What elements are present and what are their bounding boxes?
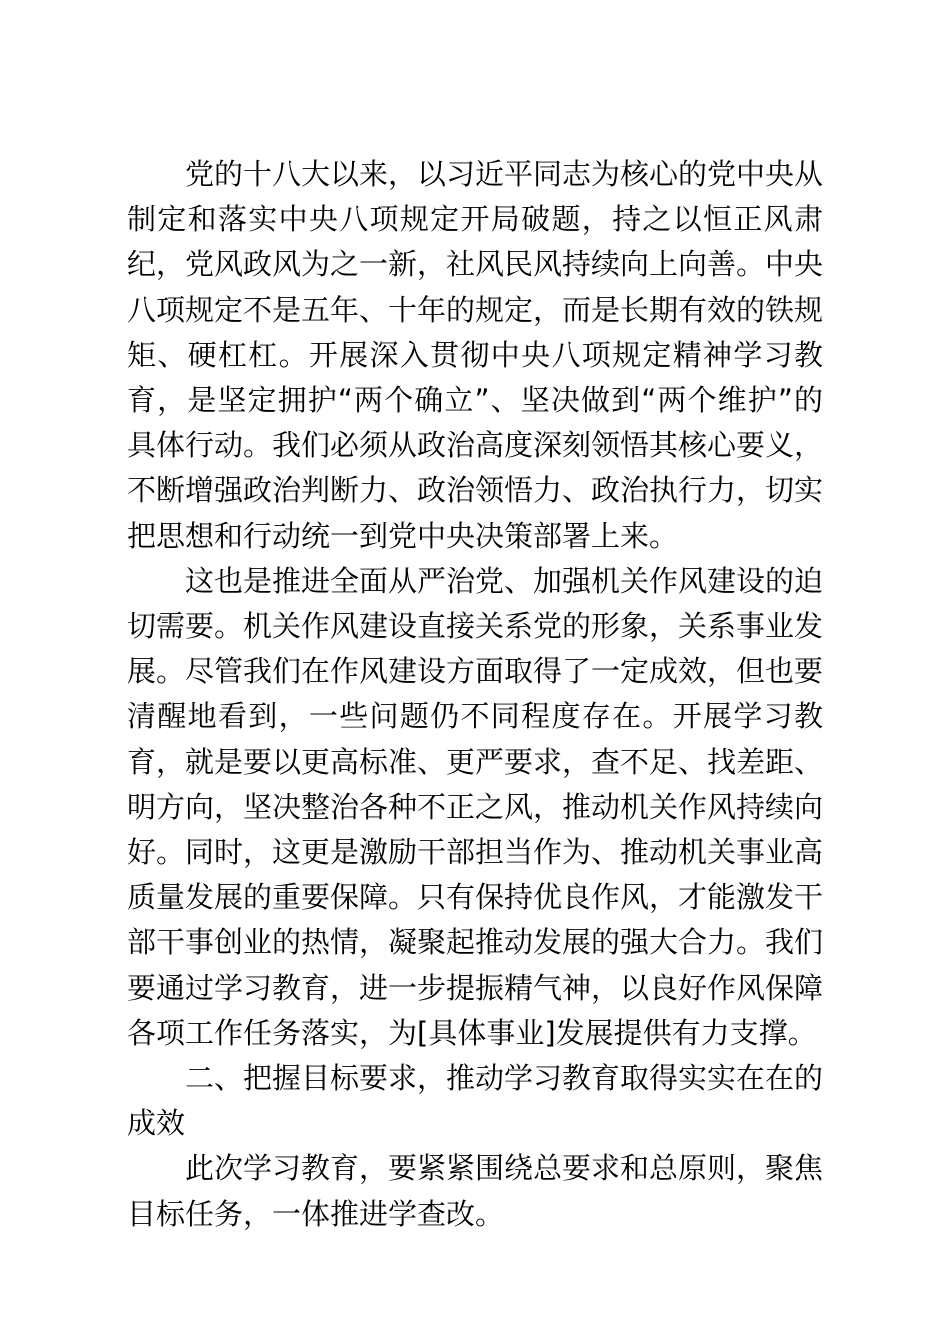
section-heading: 二、把握目标要求，推动学习教育取得实实在在的成效 bbox=[127, 1061, 824, 1141]
document-body bbox=[127, 152, 823, 1237]
paragraph-3: 此次学习教育，要紧紧围绕总要求和总原则，聚焦目标任务，一体推进学查改。 bbox=[127, 1151, 824, 1231]
paragraph-2: 这也是推进全面从严治党、加强机关作风建设的迫切需要。机关作风建设直接关系党的形象，关系事业发展。尽管我们在作风建设方面取得了一定成效，但也要清醒地看到，一些问题仍不同程度存在。开展学习教育，就是要以更高标准、更严要求，查不足、找差距、明方向，坚决整治各种不正之风，推动机关作风持续向好。同时，这更是激励干部担当作为、推动机关事业高质量发展的重要保障。只有保持优良作风，才能激发干部干事创业的热情，凝聚起推动发展的强大合力。我们要通过学习教育，进一步提振精气神，以良好作风保障各项工作任务落实，为[具体事业]发展提供有力支撑。 bbox=[127, 563, 824, 1050]
paragraph-1: 党的十八大以来，以习近平同志为核心的党中央从制定和落实中央八项规定开局破题，持之以恒正风肃纪，党风政风为之一新，社风民风持续向上向善。中央八项规定不是五年、十年的规定，而是长期有效的铁规矩、硬杠杠。开展深入贯彻中央八项规定精神学习教育，是坚定拥护“两个确立”、坚决做到“两个维护”的具体行动。我们必须从政治高度深刻领悟其核心要义，不断增强政治判断力、政治领悟力、政治执行力，切实把思想和行动统一到党中央决策部署上来。 bbox=[127, 157, 824, 553]
